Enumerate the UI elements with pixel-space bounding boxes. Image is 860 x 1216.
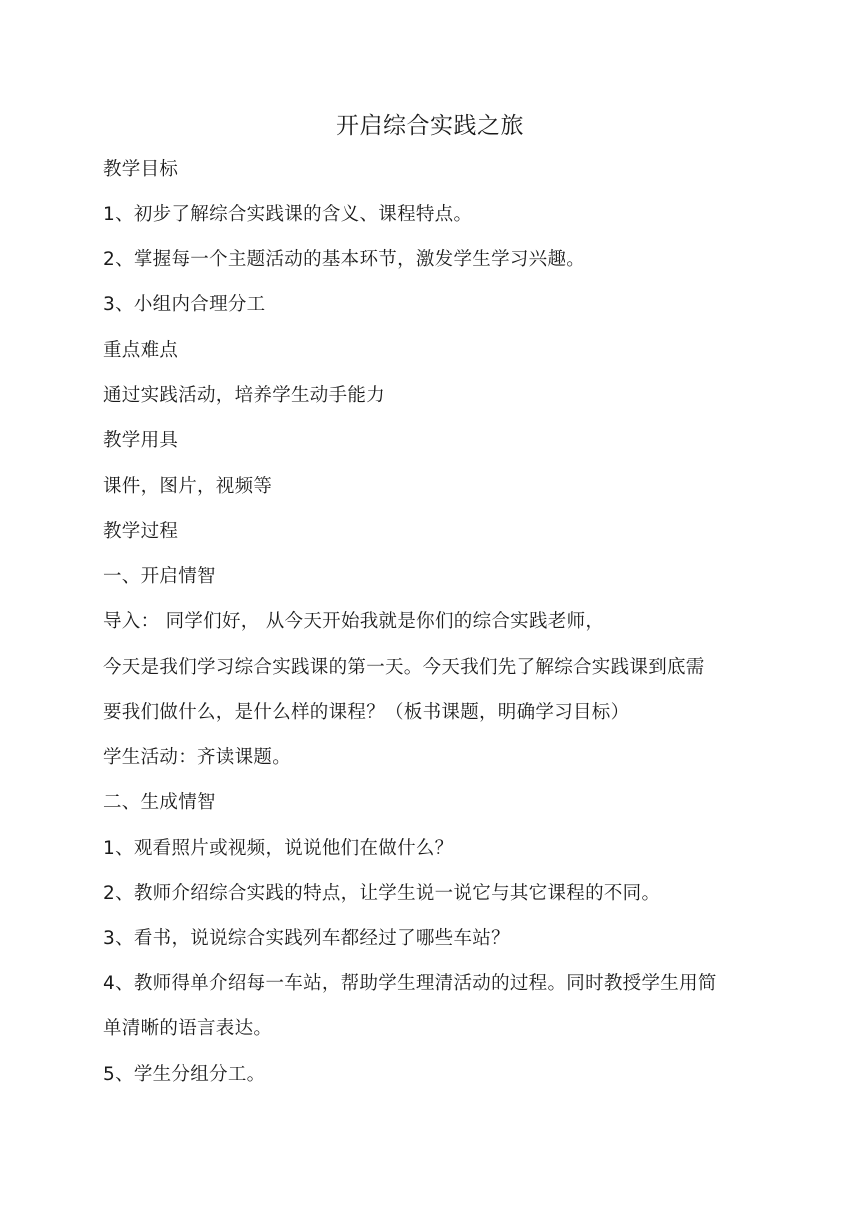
goal-item-1: 1、初步了解综合实践课的含义、课程特点。	[103, 204, 473, 225]
teaching-tools-text: 课件，图片，视频等	[103, 476, 273, 497]
step-item-1: 1、观看照片或视频，说说他们在做什么？	[103, 838, 454, 859]
student-activity-line: 学生活动：齐读课题。	[103, 747, 292, 768]
step-item-2: 2、教师介绍综合实践的特点，让学生说一说它与其它课程的不同。	[103, 883, 661, 904]
intro-line: 导入： 同学们好， 从今天开始我就是你们的综合实践老师，	[103, 611, 605, 632]
key-points-text: 通过实践活动，培养学生动手能力	[103, 385, 386, 406]
heading-key-points: 重点难点	[103, 340, 179, 361]
paragraph-line: 要我们做什么，是什么样的课程？（板书课题，明确学习目标）	[103, 702, 630, 723]
heading-teaching-process: 教学过程	[103, 521, 179, 542]
paragraph-line: 今天是我们学习综合实践课的第一天。今天我们先了解综合实践课到底需	[103, 657, 705, 678]
section-two-heading: 二、生成情智	[103, 792, 216, 813]
goal-item-3: 3、小组内合理分工	[103, 294, 266, 315]
heading-teaching-goals: 教学目标	[103, 159, 179, 180]
heading-teaching-tools: 教学用具	[103, 430, 179, 451]
step-item-3: 3、看书，说说综合实践列车都经过了哪些车站？	[103, 928, 510, 949]
document-title: 开启综合实践之旅	[336, 113, 524, 139]
step-item-4: 4、教师得单介绍每一车站，帮助学生理清活动的过程。同时教授学生用简	[103, 973, 717, 994]
goal-item-2: 2、掌握每一个主题活动的基本环节，激发学生学习兴趣。	[103, 249, 586, 270]
step-item-4-continued: 单清晰的语言表达。	[103, 1018, 273, 1039]
step-item-5: 5、学生分组分工。	[103, 1064, 266, 1085]
section-one-heading: 一、开启情智	[103, 566, 216, 587]
